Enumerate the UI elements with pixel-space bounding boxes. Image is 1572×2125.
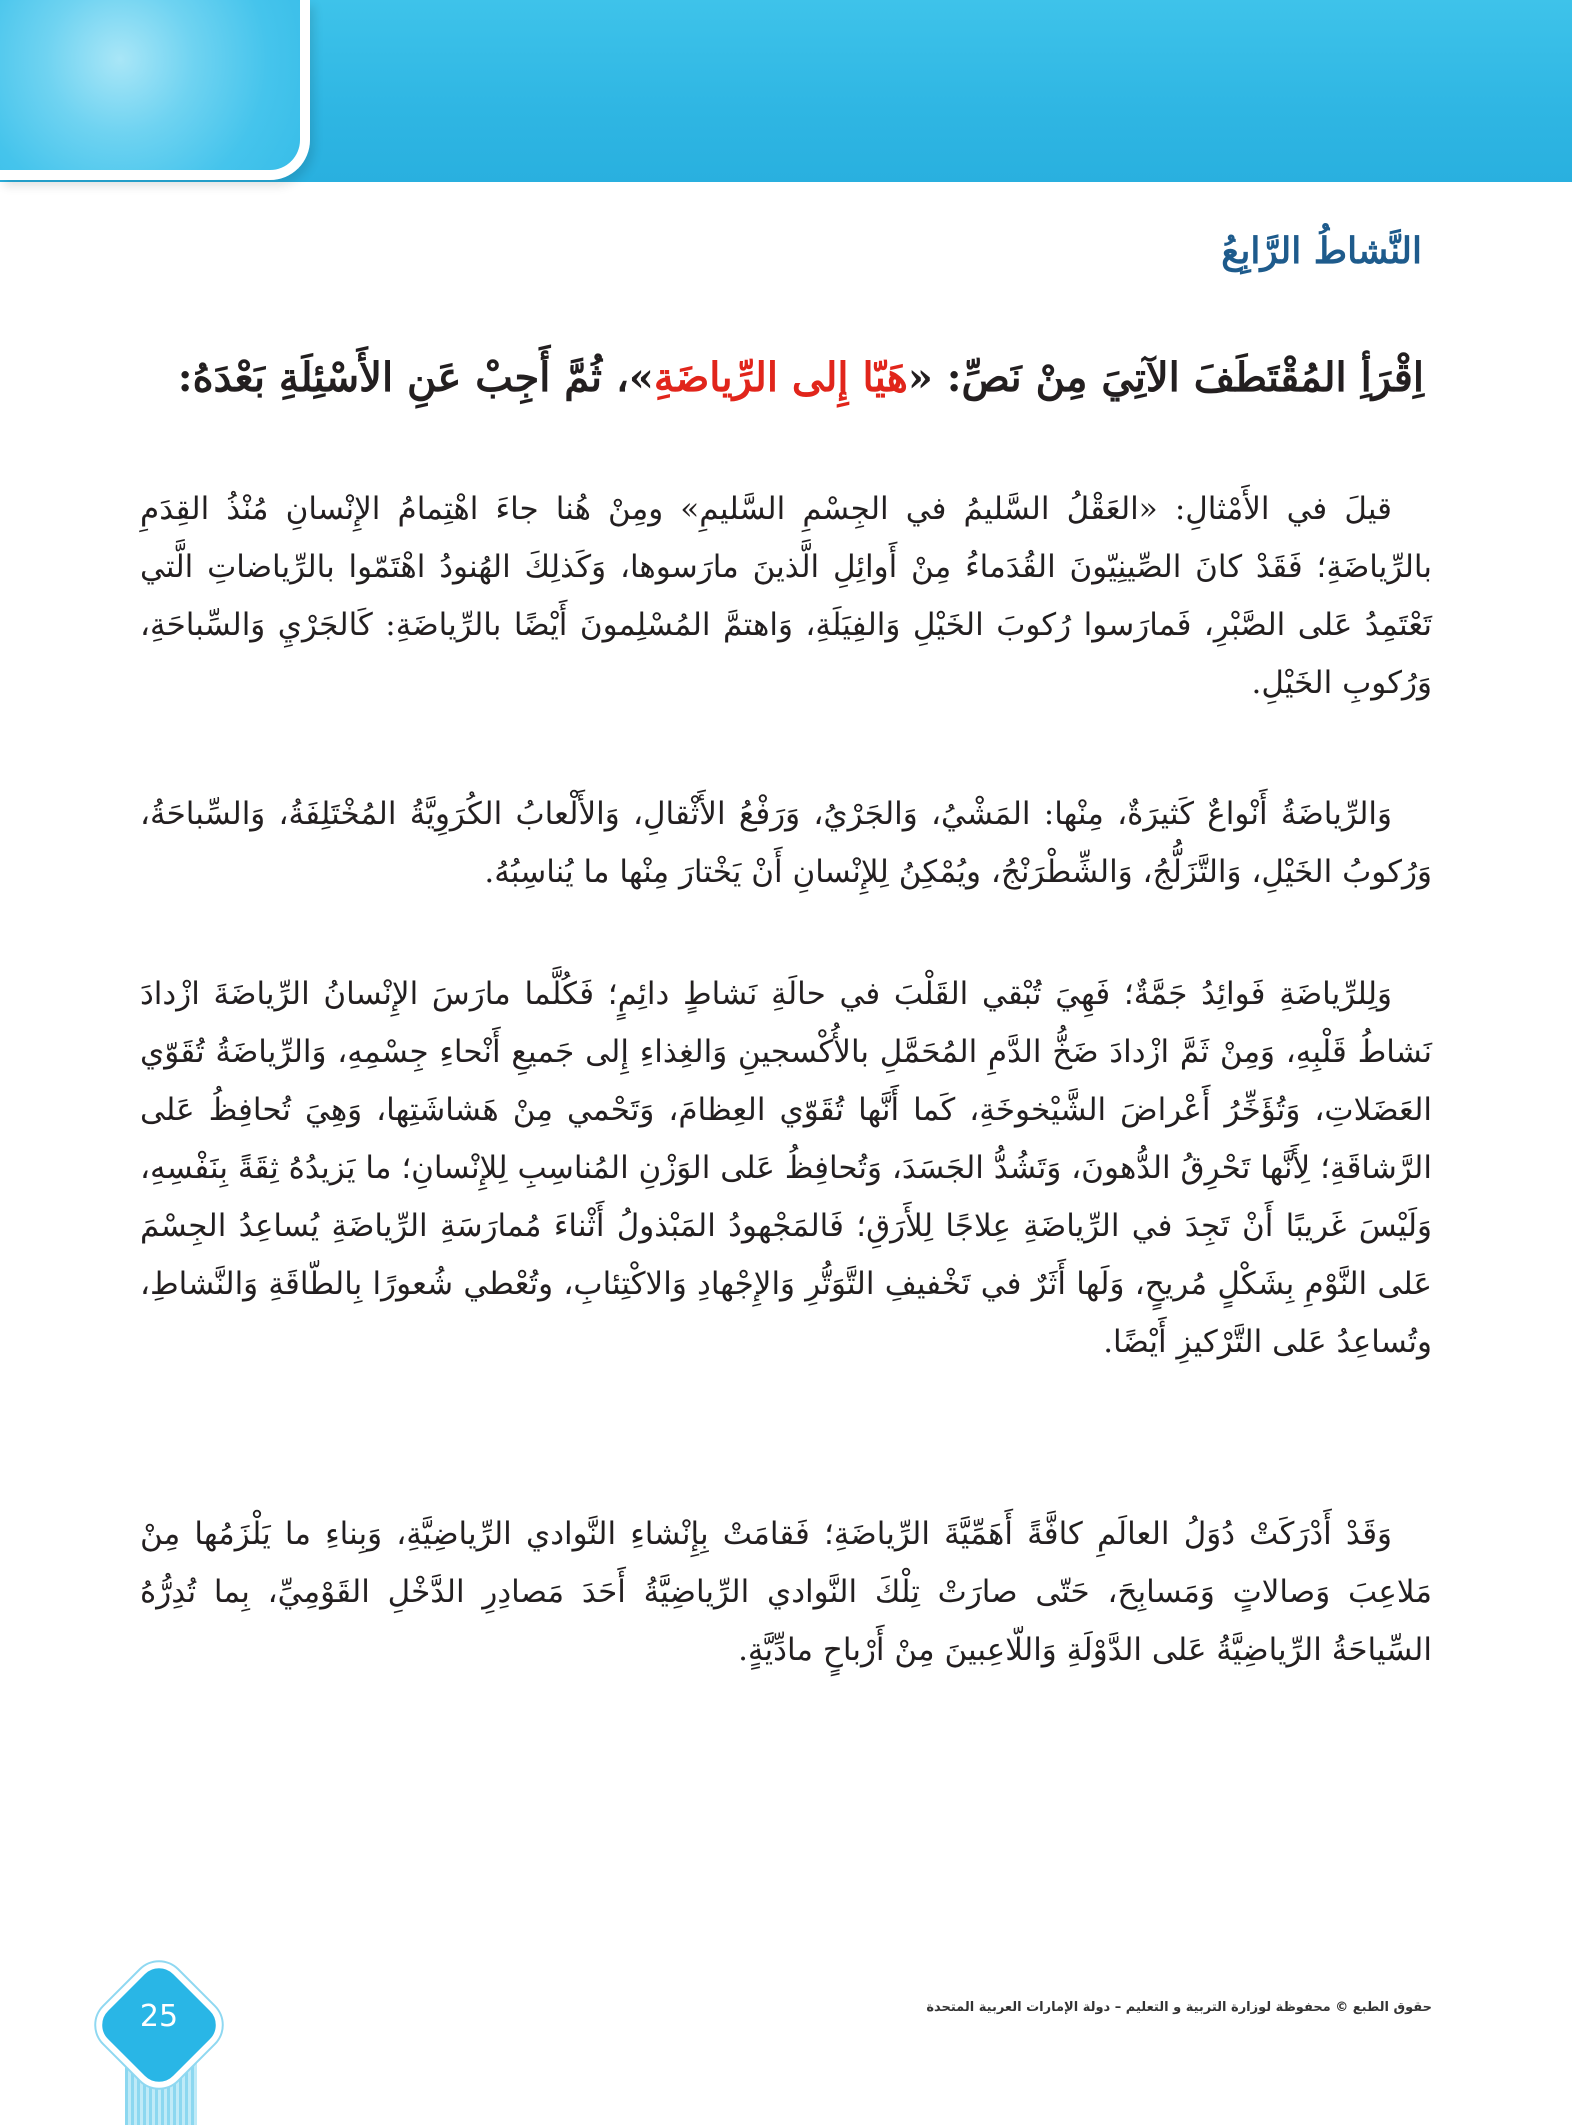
paragraph-2: وَالرِّياضَةُ أَنْواعٌ كَثيرَةٌ، مِنْها: المَشْيُ، وَالجَرْيُ، وَرَفْعُ الأَثْقالِ، وَالأَلْعابُ الكُرَوِيَّةُ المُخْتَلِفَةُ، وَالسِّباحَةُ، وَرُكوبُ الخَيْلِ، وَالتَّزَلُّجُ، وَالشِّطْرَنْجُ، ويُمْكِنُ لِلإِنْسانِ أَنْ يَخْتارَ مِنْها ما يُناسِبُهُ. (140, 796, 1432, 890)
paragraph-1: قيلَ في الأَمْثالِ: «العَقْلُ السَّليمُ في الجِسْمِ السَّليمِ» ومِنْ هُنا جاءَ اهْتِمامُ الإِنْسانِ مُنْذُ القِدَمِ بالرِّياضَةِ؛ فَقَدْ كانَ الصِّينِيّونَ القُدَماءُ مِنْ أَوائِلِ الَّذينَ مارَسوها، وَكَذلِكَ الهُنودُ اهْتَمّوا بالرِّياضاتِ الَّتي تَعْتَمِدُ عَلى الصَّبْرِ، فَمارَسوا رُكوبَ الخَيْلِ وَالفِيَلَةِ، وَاهتمَّ المُسْلِمونَ أَيْضًا بالرِّياضَةِ: كَالجَرْيِ وَالسِّباحَةِ، وَرُكوبِ الخَيْلِ. (140, 491, 1433, 701)
page-number: 25 (139, 1999, 179, 2034)
copyright-notice: حقوق الطبع © محفوظة لوزارة التربية و التعليم – دولة الإمارات العربية المتحدة (926, 2000, 1432, 2015)
activity-title: النَّشاطُ الرَّابِعُ (1221, 230, 1422, 272)
paragraph-4: وَقَدْ أَدْرَكَتْ دُوَلُ العالَمِ كافَّةً أَهَمِّيَّةَ الرِّياضَةِ؛ فَقامَتْ بِإِنْشاءِ النَّوادي الرِّياضِيَّةِ، وَبِناءِ ما يَلْزَمُها مِنْ مَلاعِبَ وَصالاتٍ وَمَسابِحَ، حَتّى صارَتْ تِلْكَ النَّوادي الرِّياضِيَّةُ أَحَدَ مَصادِرِ الدَّخْلِ القَوْمِيِّ، بِما تُدِرُّهُ السِّياحَةُ الرِّياضِيَّةُ عَلى الدَّوْلَةِ وَاللّاعِبينَ مِنْ أَرْباحٍ مادِّيَّةٍ. (140, 1516, 1432, 1668)
instruction-prefix: اِقْرَأِ المُقْتَطَفَ الآتِيَ مِنْ نَصِّ: « (907, 354, 1424, 401)
instruction-suffix: »، ثُمَّ أَجِبْ عَنِ الأَسْئِلَةِ بَعْدَهُ: (177, 354, 654, 401)
header-corner-decoration (0, 0, 310, 180)
paragraph-3: وَلِلرِّياضَةِ فَوائِدُ جَمَّةٌ؛ فَهِيَ تُبْقي القَلْبَ في حالَةِ نَشاطٍ دائِمٍ؛ فَكُلَّما مارَسَ الإِنْسانُ الرِّياضَةَ ازْدادَ نَشاطُ قَلْبِهِ، وَمِنْ ثَمَّ ازْدادَ ضَخُّ الدَّمِ المُحَمَّلِ بالأُكْسجينِ وَالغِذاءِ إِلى جَميعِ أَنْحاءِ جِسْمِهِ، وَالرِّياضَةُ تُقَوّي العَضَلاتِ، وَتُؤَخِّرُ أَعْراضَ الشَّيْخوخَةِ، كَما أَنَّها تُقَوّي العِظامَ، وَتَحْمي مِنْ هَشاشَتِها، وَهِيَ تُحافِظُ عَلى الرَّشاقَةِ؛ لِأَنَّها تَحْرِقُ الدُّهونَ، وَتَشُدُّ الجَسَدَ، وَتُحافِظُ عَلى الوَزْنِ المُناسِبِ لِلإِنْسانِ؛ ما يَزيدُهُ ثِقَةً بِنَفْسِهِ، وَلَيْسَ غَريبًا أَنْ تَجِدَ في الرِّياضَةِ عِلاجًا لِلأَرَقِ؛ فَالمَجْهودُ المَبْذولُ أَثْناءَ مُمارَسَةِ الرِّياضَةِ يُساعِدُ الجِسْمَ عَلى النَّوْمِ بِشَكْلٍ مُريحٍ، وَلَها أَثَرٌ في تَخْفيفِ التَّوَتُّرِ وَالإِجْهادِ وَالاكْتِئابِ، وتُعْطي شُعورًا بِالطّاقَةِ وَالنَّشاطِ، وتُساعِدُ عَلى التَّرْكيزِ أَيْضًا. (140, 976, 1432, 1360)
page-number-badge (95, 1965, 225, 2125)
instruction-text-title: هَيّا إِلى الرِّياضَةِ (653, 354, 908, 401)
instruction (140, 350, 1424, 406)
